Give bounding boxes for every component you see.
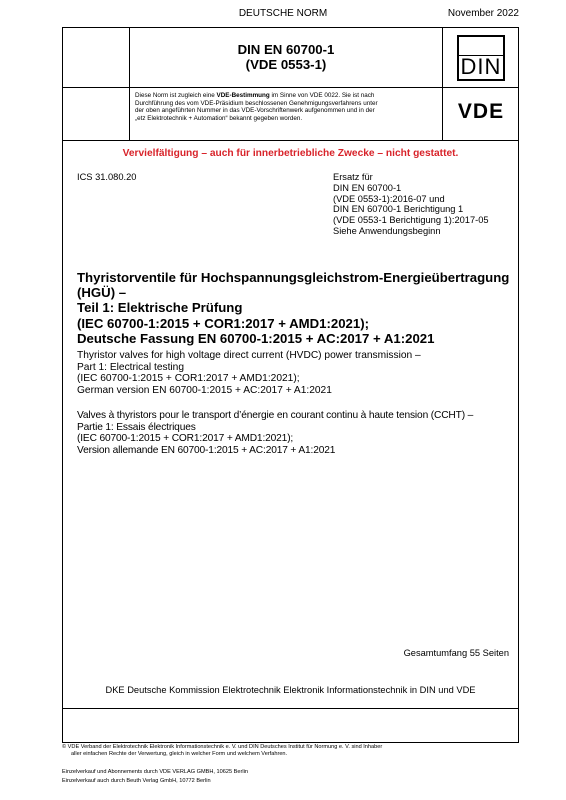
- title-german-line: Thyristorventile für Hochspannungsgleichstrom-Energieübertragung: [77, 270, 510, 285]
- title-german-line: Deutsche Fassung EN 60700-1:2015 + AC:2017 + A1:2021: [77, 330, 435, 346]
- title-english: [77, 350, 421, 396]
- replacement-line: Siehe Anwendungsbeginn: [333, 225, 441, 236]
- title-german-line: (HGÜ) –: [77, 285, 127, 301]
- sales-notice: [62, 768, 248, 786]
- sales-line: Einzelverkauf und Abonnements durch VDE VERLAG GMBH, 10625 Berlin: [62, 769, 248, 775]
- title-english-line: (IEC 60700-1:2015 + COR1:2017 + AMD1:2021);: [77, 373, 300, 385]
- ics-code: ICS 31.080.20: [77, 172, 137, 182]
- vde-notice-line: Diese Norm ist zugleich eine VDE-Bestimmung im Sinne von VDE 0022. Sie ist nach: [135, 92, 375, 99]
- din-logo-text: DIN: [460, 54, 502, 79]
- replacement-line: (VDE 0553-1):2016-07 und: [333, 193, 445, 204]
- vde-notice-line: „etz Elektrotechnik + Automation“ bekannt gegeben worden.: [135, 114, 303, 122]
- total-pages: Gesamtumfang 55 Seiten: [403, 648, 509, 658]
- title-french-line: Version allemande EN 60700-1:2015 + AC:2017 + A1:2021: [77, 444, 336, 456]
- title-french: [77, 410, 473, 456]
- copyright-line: aller einfachen Rechte der Verwertung, gleich in welcher Form und welchem Verfahren.: [71, 751, 288, 757]
- standard-number-block: [130, 43, 442, 72]
- copyright-line: © VDE Verband der Elektrotechnik Elektronik Informationstechnik e. V. und DIN Deutsches Institut für Normung e. V. sind Inhaber: [62, 744, 383, 750]
- din-logo: [457, 35, 505, 81]
- divider: [62, 87, 519, 88]
- divider: [62, 140, 519, 141]
- title-german-line: (IEC 60700-1:2015 + COR1:2017 + AMD1:2021);: [77, 315, 369, 331]
- divider: [442, 27, 443, 140]
- vde-notice-line: der oben angeführten Nummer in das VDE-Vorschriftenwerk aufgenommen und in der: [135, 107, 375, 115]
- title-english-line: German version EN 60700-1:2015 + AC:2017 + A1:2021: [77, 384, 332, 396]
- title-german: [77, 270, 509, 346]
- vde-number: (VDE 0553-1): [245, 56, 327, 72]
- divider: [62, 708, 519, 709]
- title-french-line: Valves à thyristors pour le transport d’énergie en courant continu à haute tension (CCHT) –: [77, 410, 474, 421]
- title-german-line: Teil 1: Elektrische Prüfung: [77, 300, 243, 316]
- replacement-notice: [333, 172, 489, 237]
- header-series: DEUTSCHE NORM: [238, 8, 328, 19]
- vde-notice-line: Durchführung des vom VDE-Präsidium beschlossenen Genehmigungsverfahrens unter: [135, 99, 378, 107]
- replacement-line: DIN EN 60700-1: [333, 182, 402, 193]
- title-english-line: Thyristor valves for high voltage direct current (HVDC) power transmission –: [77, 350, 421, 361]
- vde-logo: VDE: [457, 100, 505, 123]
- dke-line: DKE Deutsche Kommission Elektrotechnik Elektronik Informationstechnik in DIN und VDE: [105, 685, 476, 695]
- replacement-line: DIN EN 60700-1 Berichtigung 1: [333, 204, 464, 215]
- vde-notice: [135, 92, 438, 122]
- header-date: November 2022: [447, 8, 519, 19]
- title-english-line: Part 1: Electrical testing: [77, 361, 185, 373]
- replacement-line: (VDE 0553-1 Berichtigung 1):2017-05: [333, 215, 489, 226]
- standard-number: DIN EN 60700-1: [237, 42, 335, 57]
- copyright-notice: [62, 744, 382, 758]
- copy-warning: Vervielfältigung – auch für innerbetriebliche Zwecke – nicht gestattet.: [122, 148, 459, 159]
- title-french-line: (IEC 60700-1:2015 + COR1:2017 + AMD1:2021);: [77, 433, 294, 445]
- replacement-line: Ersatz für: [333, 172, 373, 182]
- title-french-line: Partie 1: Essais électriques: [77, 421, 196, 433]
- sales-line: Einzelverkauf auch durch Beuth Verlag GmbH, 10772 Berlin: [62, 778, 211, 784]
